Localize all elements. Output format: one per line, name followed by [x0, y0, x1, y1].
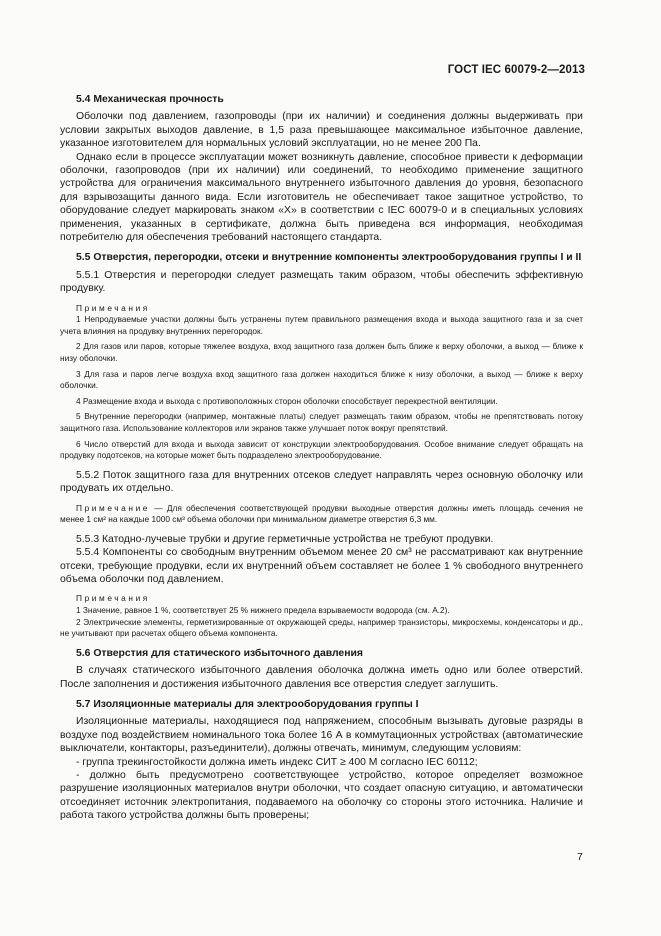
page-content — [60, 93, 583, 823]
clause-5-5-4: 5.5.4 Компоненты со свободным внутренним объемом менее 20 см³ не рассматривают как внутренние отсеки, требующие продувки, если их внутренний объем составляет не более 1 % свободного внутреннего объема оболочки под давлением. — [60, 547, 583, 586]
section-5-4-heading: 5.4 Механическая прочность — [76, 94, 224, 105]
note-label: Примечание — [76, 502, 151, 513]
section-5-7-paragraph: Изоляционные материалы, находящиеся под напряжением, способным вызывать дуговые разряды в воздухе под воздействием номинального тока более 16 А в коммутационных устройствах (автоматические выключатели, контакторы, разъединители), должны отвечать, минимум, следующим условиям: — [60, 716, 583, 755]
notes-title: Примечания — [76, 593, 150, 604]
note-item: 2 Для газов или паров, которые тяжелее воздуха, вход защитного газа должен быть ближе к верху оболочки, а выход — ближе к низу оболочки. — [60, 341, 583, 364]
clause-5-5-1: 5.5.1 Отверстия и перегородки следует размещать таким образом, чтобы обеспечить эффективную продувку. — [60, 269, 583, 295]
note-text: — Для обеспечения соответствующей продувки выходные отверстия должны иметь площадь сечения не менее 1 см² на каждые 1000 см³ объема оболочки при минимальном диаметре отверстия 6,3 мм. — [60, 502, 583, 525]
section-5-7-heading: 5.7 Изоляционные материалы для электрооборудования группы I — [76, 699, 419, 711]
list-item: - группа трекингостойкости должна иметь индекс СИТ ≥ 400 М согласно IEC 60112; — [76, 756, 478, 768]
note-item: 1 Непродуваемые участки должны быть устранены путем правильного размещения входа и выхода защитного газа и за счет учета влияния на продувку внутренних перегородок. — [60, 314, 583, 336]
section-5-5-heading: 5.5 Отверстия, перегородки, отсеки и внутренние компоненты электрооборудования группы I и II — [76, 252, 582, 264]
list-item: - должно быть предусмотрено соответствующее устройство, которое определяет возможное разрушение изоляционных материалов внутри оболочки, что создает опасную ситуацию, и автоматически отсоединяет источник электропитания, подаваемого на оболочку со стороны этого источника. Наличие и работа такого устройства должны быть проверены; — [60, 770, 583, 822]
standard-header: ГОСТ IEC 60079-2—2013 — [447, 64, 585, 76]
single-note — [60, 503, 583, 526]
clause-5-5-3: 5.5.3 Катодно-лучевые трубки и другие герметичные устройства не требуют продувки. — [76, 533, 494, 545]
note-item: 6 Число отверстий для входа и выхода зависит от конструкции электрооборудования. Особое внимание следует обращать на продувку подотсеков, на которые может быть подразделено электрооборудование. — [60, 438, 583, 461]
note-item: 3 Для газа и паров легче воздуха вход защитного газа должен находиться ближе к низу оболочки, а выход — ближе к верху оболочки. — [60, 368, 583, 391]
note-item: 2 Электрические элементы, герметизированные от окружающей среды, например транзисторы, микросхемы, конденсаторы и др., не учитывают при расчетах общего объема компонента. — [60, 616, 583, 639]
section-5-4-paragraph-1: Оболочки под давлением, газопроводы (при их наличии) и соединения должны выдерживать при условии закрытых выходов давление, в 1,5 раза превышающее максимальное избыточное давление, указанное изготовителем для нормальных условий эксплуатации, но не менее 200 Па. — [60, 111, 583, 150]
note-item: 4 Размещение входа и выхода с противоположных сторон оболочки способствует перекрестной вентиляции. — [76, 395, 498, 406]
note-item: 1 Значение, равное 1 %, соответствует 25 % нижнего предела взрываемости водорода (см. А.2). — [76, 605, 450, 616]
note-item: 5 Внутренние перегородки (например, монтажные платы) следует размещать таким образом, чтобы не препятствовать потоку защитного газа. Использование коллекторов или экранов также улучшает поток вокруг препятствий. — [60, 411, 583, 434]
section-5-4-paragraph-2: Однако если в процессе эксплуатации может возникнуть давление, способное привести к деформации оболочки, газопроводов (при их наличии) или соединений, то необходимо применение защитного устройства для ограничения максимального внутреннего избыточного давления до уровня, безопасного для взрывозащиты данного вида. Если изготовитель не обеспечивает такое защитное устройство, то оборудование следует маркировать знаком «Х» в соответствии с IEC 60079-0 и в специальных условиях применения, указанных в сертификате, должна быть приведена вся информация, необходимая потребителю для обеспечения требований настоящего стандарта. — [60, 151, 583, 244]
section-5-6-paragraph: В случаях статического избыточного давления оболочка должна иметь одно или более отверстий. После заполнения и достижения избыточного давления все отверстия следует заглушить. — [60, 665, 583, 690]
notes-title: Примечания — [76, 302, 150, 313]
page-number: 7 — [577, 851, 583, 863]
clause-5-5-2: 5.5.2 Поток защитного газа для внутренних отсеков следует направлять через основную оболочку или продувать их отдельно. — [60, 469, 583, 495]
section-5-6-heading: 5.6 Отверстия для статического избыточного давления — [76, 647, 363, 659]
